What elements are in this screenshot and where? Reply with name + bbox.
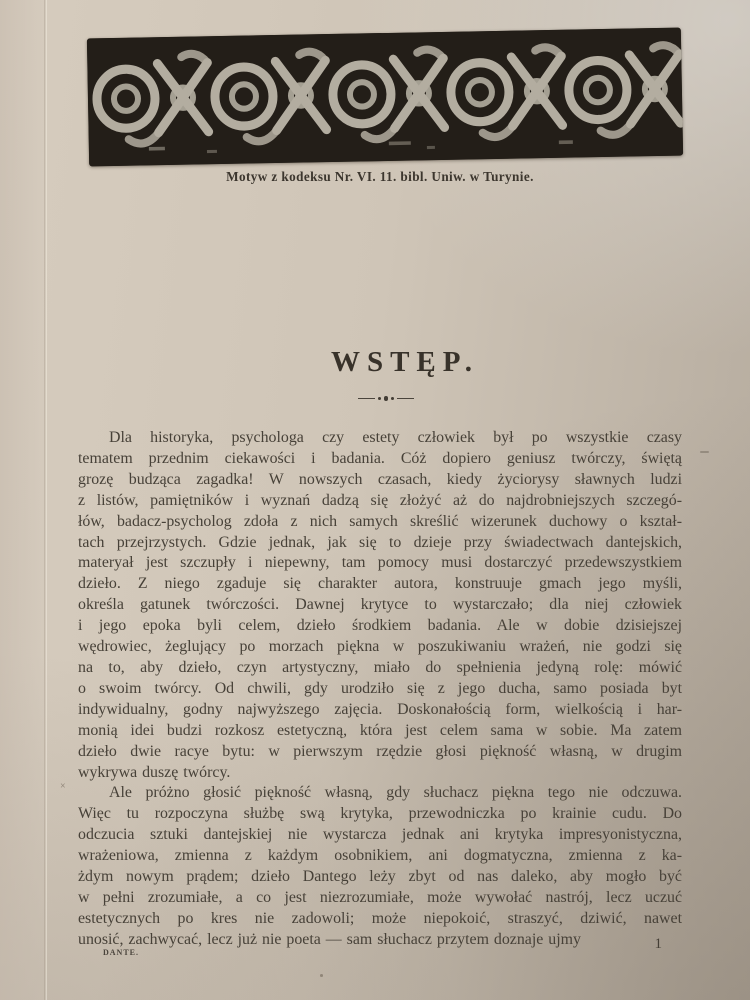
margin-mark: × bbox=[60, 781, 67, 792]
divider-dash-left bbox=[358, 398, 375, 400]
text-line: z listów, pamiętników i wyznań dadzą się złożyć aż do najdrobniejszych szczegó- bbox=[78, 491, 682, 509]
text-line: odczucia sztuki dantejskiej nie wystarcza jednak ani krytyka impresyonistyczna, bbox=[78, 826, 682, 844]
text-line: o swoim twórcy. Od chwili, gdy urodziło się z jego ducha, samo posiada byt bbox=[78, 679, 682, 697]
text-line: wrażeniowa, zmienna z każdym osobnikiem, ani dogmatyczna, zmienna z ka- bbox=[78, 847, 682, 865]
book-gutter-edge bbox=[0, 0, 45, 1000]
text-line: Dla historyka, psychologa czy estety człowiek był po wszystkie czasy bbox=[109, 429, 682, 446]
text-line: w pełni zrozumiałe, a co jest niezrozumiałe, może wywołać nastrój, lecz uczuć bbox=[78, 888, 682, 906]
chapter-title: WSTĘP. bbox=[330, 346, 480, 378]
text-line: łów, badacz-psycholog zdoła z nich samych skreślić wizerunek duchowy o kształ- bbox=[78, 512, 682, 530]
paper-speck bbox=[320, 974, 323, 977]
text-line: Więc tu rozpoczyna służbę swą krytyka, przewodniczka po krainie cudu. Do bbox=[78, 805, 682, 823]
text-line: dzieło. Z niego zgaduje się charakter autora, konstruuje gmach jego myśli, bbox=[78, 575, 682, 593]
text-line: żdym nowym prądem; dzieło Dantego leży zbyt od nas daleko, aby mogło być bbox=[78, 868, 682, 886]
page-crease-line bbox=[44, 0, 47, 1000]
text-line: i jego epoka byli celem, dzieło środkiem badania. Ale w dobie dzisiejszej bbox=[78, 617, 682, 635]
page-number: 1 bbox=[654, 936, 662, 952]
text-line: wykrywa duszę twórcy. bbox=[78, 763, 231, 781]
text-line: wędrowiec, żeglujący po morzach piękna w poszukiwaniu wrażeń, nie godzi się bbox=[78, 638, 682, 656]
paragraph bbox=[78, 428, 682, 783]
divider-dot bbox=[378, 397, 381, 400]
text-line: Ale próżno głosić piękność własną, gdy słuchacz piękna tego nie odczuwa. bbox=[109, 784, 682, 802]
printer-signature: DANTE. bbox=[103, 948, 140, 957]
paragraph bbox=[78, 783, 682, 950]
divider-dot-center bbox=[384, 396, 389, 401]
title-divider-ornament bbox=[84, 396, 688, 401]
text-line: unosić, zachwycać, lecz już nie poeta — sam słuchacz przytem doznaje ujmy bbox=[78, 930, 581, 948]
divider-dash-right bbox=[397, 398, 414, 400]
text-line: grozę budząca zagadka! W nowszych czasach, kiedy życiorysy sławnych ludzi bbox=[78, 470, 682, 488]
text-line: określa gatunek twórczości. Dawnej krytyce to wystarczało; dla niej człowiek bbox=[78, 596, 682, 614]
ornament-band bbox=[87, 28, 683, 167]
text-line: tach przejrzystych. Gdzie jednak, jak się to dzieje przy świadectwach dantejskich, bbox=[78, 533, 682, 551]
text-line: tematem przednim ciekawości i badania. Cóż dopiero geniusz twórczy, świętą bbox=[78, 449, 682, 467]
text-line: na to, aby dzieło, czyn artystyczny, miało do spełnienia jedyną rolę: mówić bbox=[78, 658, 682, 676]
text-line: dzieło dwie racye bytu: w pierwszym rzędzie głosi piękność własną, w drugim bbox=[78, 742, 682, 760]
paper-speck bbox=[700, 451, 709, 453]
ornament-caption: Motyw z kodeksu Nr. VI. 11. bibl. Uniw. w Turynie. bbox=[226, 169, 534, 184]
interlace-pattern-image bbox=[87, 28, 683, 167]
body-text bbox=[78, 428, 682, 951]
text-line: indywidualny, godny najwyższego zajęcia. Doskonałością form, wielkością i har- bbox=[78, 700, 682, 718]
text-line: monią idei budzi rozkosz estetyczną, która jest celem sama w sobie. Ma zatem bbox=[78, 721, 682, 739]
divider-dot bbox=[391, 397, 394, 400]
text-line: materyał jest szczupły i niepewny, tam pomocy musi dostarczyć przedewszystkiem bbox=[78, 554, 682, 572]
text-line: estetycznych po kres nie zadowoli; może niepokoić, straszyć, dziwić, nawet bbox=[78, 909, 682, 927]
